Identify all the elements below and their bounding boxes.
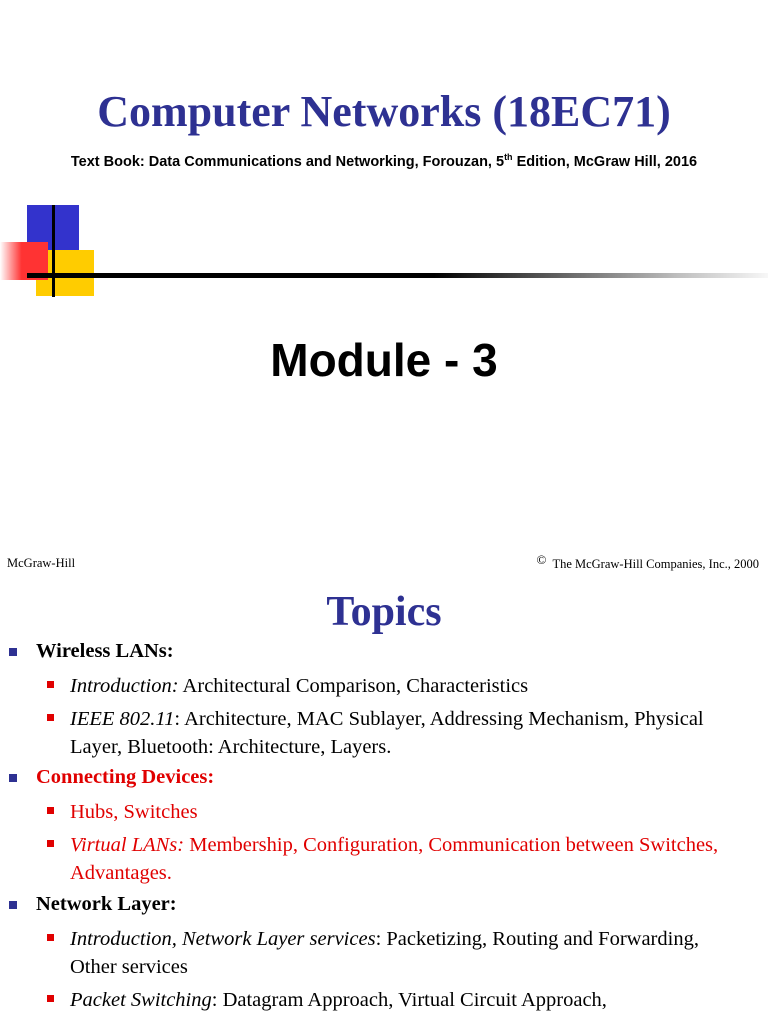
item-text: : Datagram Approach, Virtual Circuit Approach, xyxy=(211,989,607,1011)
item-italic: Introduction: xyxy=(70,675,179,697)
item-italic: Packet Switching xyxy=(70,989,212,1011)
item-text: Hubs, Switches xyxy=(70,801,198,823)
item-italic: Introduction, Network Layer services xyxy=(70,928,376,950)
item-text: : Packetizing, Routing and Forwarding, Other services xyxy=(70,928,699,978)
publisher-footer: McGraw-Hill xyxy=(7,556,76,570)
item-italic: Virtual LANs: xyxy=(70,834,185,856)
item-text: Architectural Comparison, Characteristics xyxy=(178,675,529,697)
textbook-reference xyxy=(0,152,768,170)
edition-superscript: th xyxy=(504,152,513,162)
course-title: Computer Networks (18EC71) xyxy=(97,87,671,136)
list-item-network-layer: Network Layer: xyxy=(36,893,177,915)
module-heading: Module - 3 xyxy=(270,334,498,386)
item-text: : Architecture, MAC Sublayer, Addressing Mechanism, Physical Layer, Bluetooth: Architecture, Layers. xyxy=(70,708,704,758)
list-item xyxy=(70,705,750,761)
list-item xyxy=(70,986,750,1014)
item-text: Membership, Configuration, Communication between Switches, Advantages. xyxy=(70,834,719,884)
copyright-text: The McGraw-Hill Companies, Inc., 2000 xyxy=(552,557,759,571)
horizontal-rule xyxy=(27,273,768,278)
textbook-text-end: Edition, McGraw Hill, 2016 xyxy=(512,153,698,170)
list-item xyxy=(70,672,750,700)
topics-title: Topics xyxy=(326,589,442,635)
list-item xyxy=(70,831,750,887)
list-item xyxy=(70,925,750,981)
list-item-connecting-devices: Connecting Devices: xyxy=(36,766,215,788)
textbook-text: Text Book: Data Communications and Networking, Forouzan, 5 xyxy=(70,153,505,170)
decorative-squares-logo xyxy=(0,205,768,295)
copyright-icon: © xyxy=(536,552,547,567)
vertical-rule xyxy=(52,205,55,297)
list-item-wireless-lans: Wireless LANs: xyxy=(36,640,174,662)
list-item xyxy=(70,798,750,826)
item-italic: IEEE 802.11 xyxy=(70,708,175,730)
